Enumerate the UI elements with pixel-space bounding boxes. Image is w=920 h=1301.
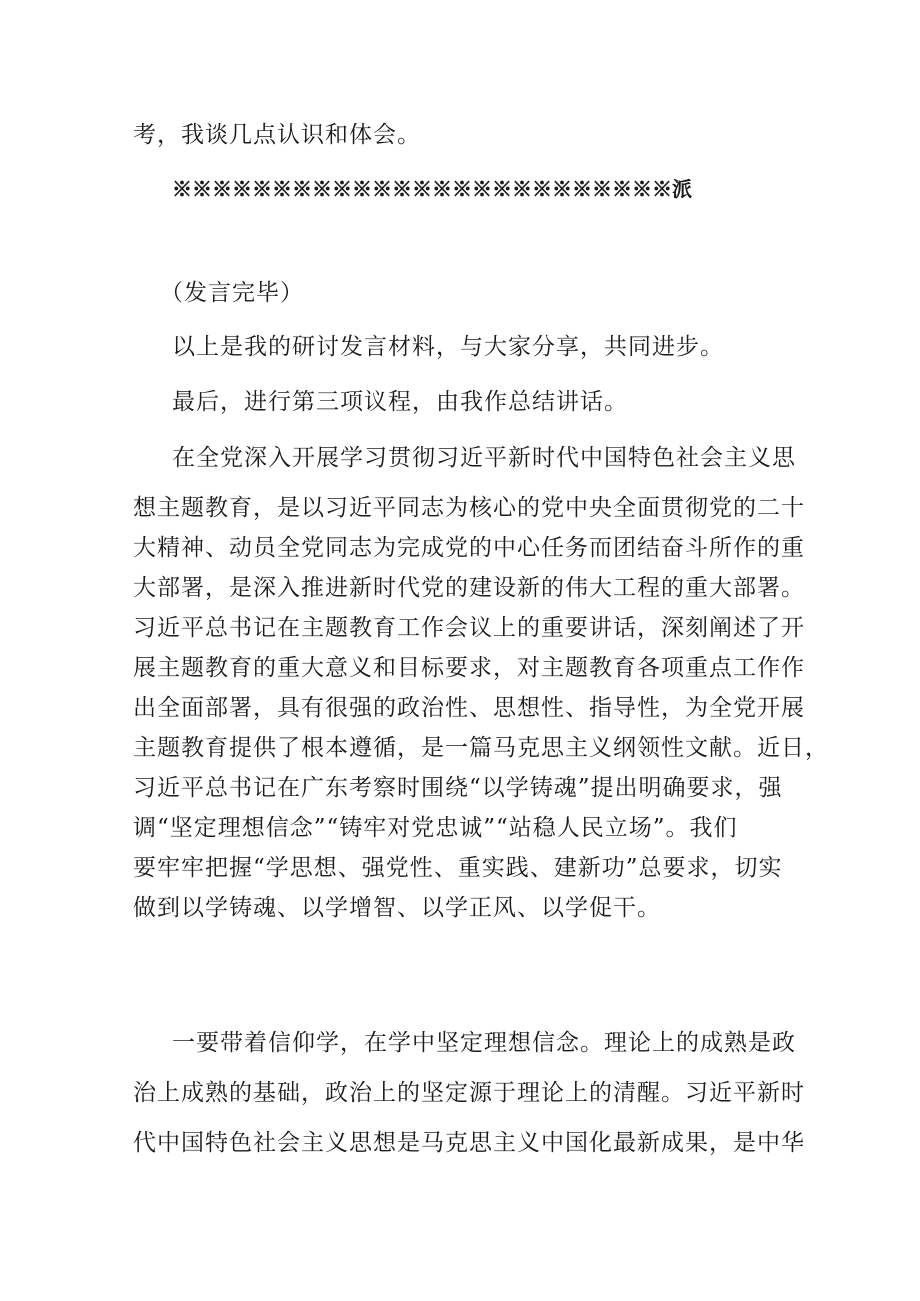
paragraph-1-line: 大精神、动员全党同志为完成党的中心任务而团结奋斗所作的重 (133, 535, 805, 561)
paragraph-1-line: 大部署，是深入推进新时代党的建设新的伟大工程的重大部署。 (133, 575, 805, 601)
paragraph-2-line: 代中国特色社会主义思想是马克思主义中国化最新成果，是中华 (133, 1130, 805, 1156)
paragraph-2-line: 治上成熟的基础，政治上的坚定源于理论上的清醒。习近平新时 (133, 1080, 805, 1106)
paragraph-1-line: 想主题教育，是以习近平同志为核心的党中央全面贯彻党的二十 (133, 495, 805, 521)
paragraph-1-line: 要牢牢把握“学思想、强党性、重实践、建新功”总要求，切实 (133, 855, 783, 881)
paragraph-2-line: 一要带着信仰学，在学中坚定理想信念。理论上的成熟是政 (172, 1030, 796, 1056)
paragraph-1-line: 展主题教育的重大意义和目标要求，对主题教育各项重点工作作 (133, 655, 805, 681)
closing-note: （发言完毕） (160, 280, 304, 306)
paragraph-1-line: 习近平总书记在广东考察时围绕“以学铸魂”提出明确要求，强 (133, 775, 783, 801)
paragraph-1-line: 主题教育提供了根本遵循，是一篇马克思主义纲领性文献。近日， (133, 735, 829, 761)
summary-line: 以上是我的研讨发言材料，与大家分享，共同进步。 (172, 334, 724, 360)
paragraph-1-line: 出全面部署，具有很强的政治性、思想性、指导性，为全党开展 (133, 695, 805, 721)
paragraph-1-line: 在全党深入开展学习贯彻习近平新时代中国特色社会主义思 (172, 445, 796, 471)
paragraph-1-line: 习近平总书记在主题教育工作会议上的重要讲话，深刻阐述了开 (133, 615, 805, 641)
paragraph-1-line: 调“坚定理想信念”“铸牢对党忠诚”“站稳人民立场”。我们 (133, 815, 738, 841)
paragraph-1 (133, 443, 829, 933)
continuation-line: 考，我谈几点认识和体会。 (133, 122, 421, 148)
paragraph-1-line: 做到以学铸魂、以学增智、以学正风、以学促干。 (133, 895, 661, 921)
agenda-line: 最后，进行第三项议程，由我作总结讲话。 (172, 389, 628, 415)
separator-line: ※※※※※※※※※※※※※※※※※※※※※※※※※派 (172, 177, 692, 201)
paragraph-2 (133, 1028, 805, 1168)
